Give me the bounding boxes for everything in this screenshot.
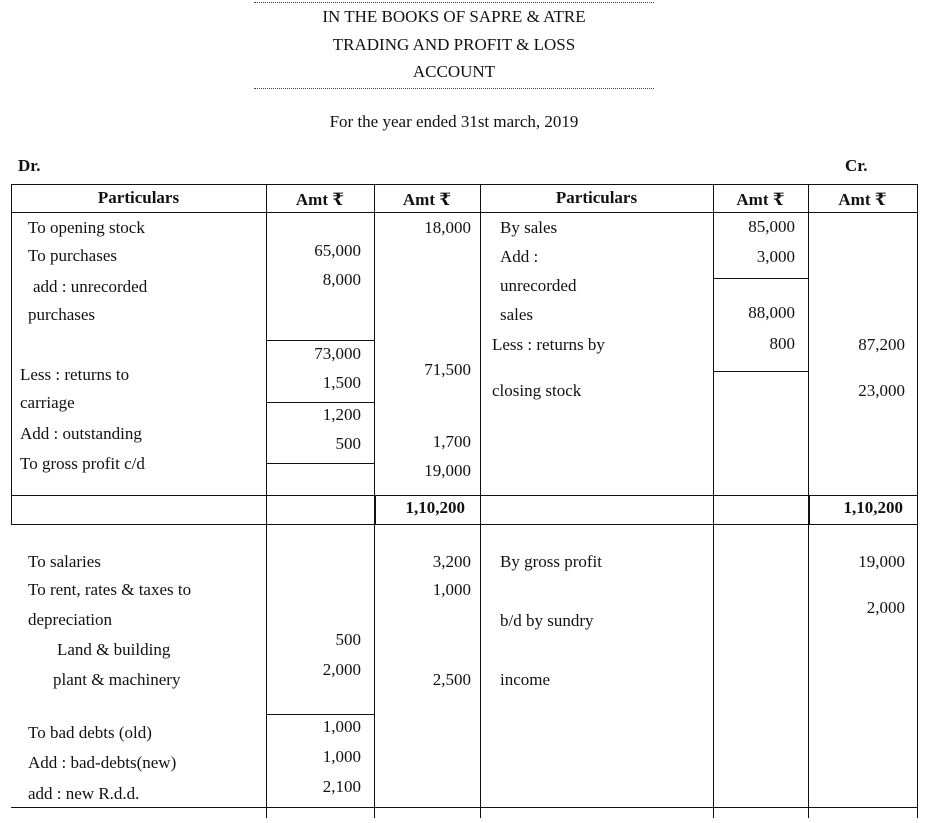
by-gross-profit-label: By gross profit bbox=[500, 552, 602, 571]
rent-rates-taxes-amount: 1,000 bbox=[432, 580, 471, 599]
less-returns-label: Less : returns to bbox=[20, 365, 130, 384]
table-right-border bbox=[917, 184, 918, 818]
sales-amount: 85,000 bbox=[748, 217, 795, 236]
bad-debts-old-label: To bad debts (old) bbox=[28, 723, 152, 742]
gross-profit-cd-amount: 19,000 bbox=[424, 461, 471, 480]
col-divider-4 bbox=[713, 184, 714, 818]
returns-outward-amount: 1,500 bbox=[322, 373, 361, 392]
carriage-total-amount: 1,700 bbox=[432, 432, 471, 451]
depreciation-label: depreciation bbox=[28, 610, 113, 629]
by-sales-label: By sales bbox=[500, 218, 558, 237]
sundry-income-amount: 2,000 bbox=[866, 598, 905, 617]
col-header-particulars-right: Particulars bbox=[555, 188, 638, 207]
salaries-amount: 3,200 bbox=[432, 552, 471, 571]
trading-total-top-border bbox=[11, 495, 918, 496]
returns-inward-amount: 800 bbox=[769, 334, 795, 353]
title-top-dots bbox=[254, 2, 654, 3]
add-unrecorded-label: add : unrecorded bbox=[33, 277, 148, 296]
col-header-amt-3: Amt ₹ bbox=[736, 190, 785, 209]
table-left-border-top bbox=[11, 184, 12, 524]
outstanding-amount: 500 bbox=[335, 434, 361, 453]
unrecorded-purchases-amount: 8,000 bbox=[322, 270, 361, 289]
carriage-amount: 1,200 bbox=[322, 405, 361, 424]
cr-label: Cr. bbox=[845, 156, 868, 175]
bd-sundry-label: b/d by sundry bbox=[500, 611, 594, 630]
less-returns-by-label: Less : returns by bbox=[492, 335, 605, 354]
col-header-amt-2: Amt ₹ bbox=[402, 190, 452, 209]
trading-total-bottom-border bbox=[11, 524, 918, 525]
rent-rates-taxes-label: To rent, rates & taxes to bbox=[28, 580, 192, 599]
salaries-label: To salaries bbox=[28, 552, 101, 571]
net-purchases-amount: 71,500 bbox=[424, 360, 471, 379]
add-sales-label: Add : bbox=[500, 247, 539, 266]
returns-rule bbox=[713, 371, 808, 372]
land-building-label: Land & building bbox=[57, 640, 171, 659]
bottom-partial-rule bbox=[11, 807, 918, 808]
purchases-amount: 65,000 bbox=[314, 241, 361, 260]
header-bottom-border bbox=[11, 212, 918, 213]
col-header-particulars-left: Particulars bbox=[97, 188, 180, 207]
bad-debts-new-amount: 1,000 bbox=[322, 747, 361, 766]
closing-stock-amount: 23,000 bbox=[858, 381, 905, 400]
gross-profit-bd-amount: 19,000 bbox=[858, 552, 905, 571]
sales-word-label: sales bbox=[500, 305, 534, 324]
title-bottom-dots bbox=[254, 88, 654, 89]
col-divider-3 bbox=[480, 184, 481, 818]
bad-debts-rule bbox=[266, 714, 374, 715]
col-header-amt-4: Amt ₹ bbox=[838, 190, 887, 209]
land-building-amount: 500 bbox=[335, 630, 361, 649]
unrecorded-sales-amount: 3,000 bbox=[756, 247, 795, 266]
col-header-amt-1: Amt ₹ bbox=[295, 190, 345, 209]
carriage-label: carriage bbox=[20, 393, 75, 412]
bad-debts-new-label: Add : bad-debts(new) bbox=[28, 753, 177, 772]
sales-subtotal-rule bbox=[713, 278, 808, 279]
bad-debts-old-amount: 1,000 bbox=[322, 717, 361, 736]
sales-subtotal-amount: 88,000 bbox=[748, 303, 795, 322]
new-rdd-label: add : new R.d.d. bbox=[28, 784, 140, 803]
carriage-rule bbox=[266, 402, 374, 403]
purchases-subtotal-amount: 73,000 bbox=[314, 344, 361, 363]
income-label: income bbox=[500, 670, 551, 689]
opening-stock-amount: 18,000 bbox=[424, 218, 471, 237]
depreciation-total-amount: 2,500 bbox=[432, 670, 471, 689]
closing-stock-label: closing stock bbox=[492, 381, 582, 400]
title-line-1: IN THE BOOKS OF SAPRE & ATRE bbox=[322, 7, 586, 26]
purchases-label: To purchases bbox=[28, 246, 117, 265]
dr-label: Dr. bbox=[18, 156, 41, 175]
plant-machinery-label: plant & machinery bbox=[53, 670, 181, 689]
new-rdd-amount: 2,100 bbox=[322, 777, 361, 796]
add-outstanding-label: Add : outstanding bbox=[20, 424, 142, 443]
opening-stock-label: To opening stock bbox=[28, 218, 145, 237]
carriage-total-rule bbox=[266, 463, 374, 464]
plant-machinery-amount: 2,000 bbox=[322, 660, 361, 679]
purchases-word-label: purchases bbox=[28, 305, 96, 324]
net-sales-amount: 87,200 bbox=[858, 335, 905, 354]
period-text: For the year ended 31st march, 2019 bbox=[329, 112, 579, 131]
gross-profit-cd-label: To gross profit c/d bbox=[20, 454, 145, 473]
table-top-border bbox=[11, 184, 918, 185]
trading-total-left: 1,10,200 bbox=[405, 498, 465, 517]
title-line-2: TRADING AND PROFIT & LOSS bbox=[332, 35, 576, 54]
unrecorded-label: unrecorded bbox=[500, 276, 577, 295]
title-line-3: ACCOUNT bbox=[412, 62, 496, 81]
purchases-subtotal-rule bbox=[266, 340, 374, 341]
trading-total-right: 1,10,200 bbox=[843, 498, 903, 517]
